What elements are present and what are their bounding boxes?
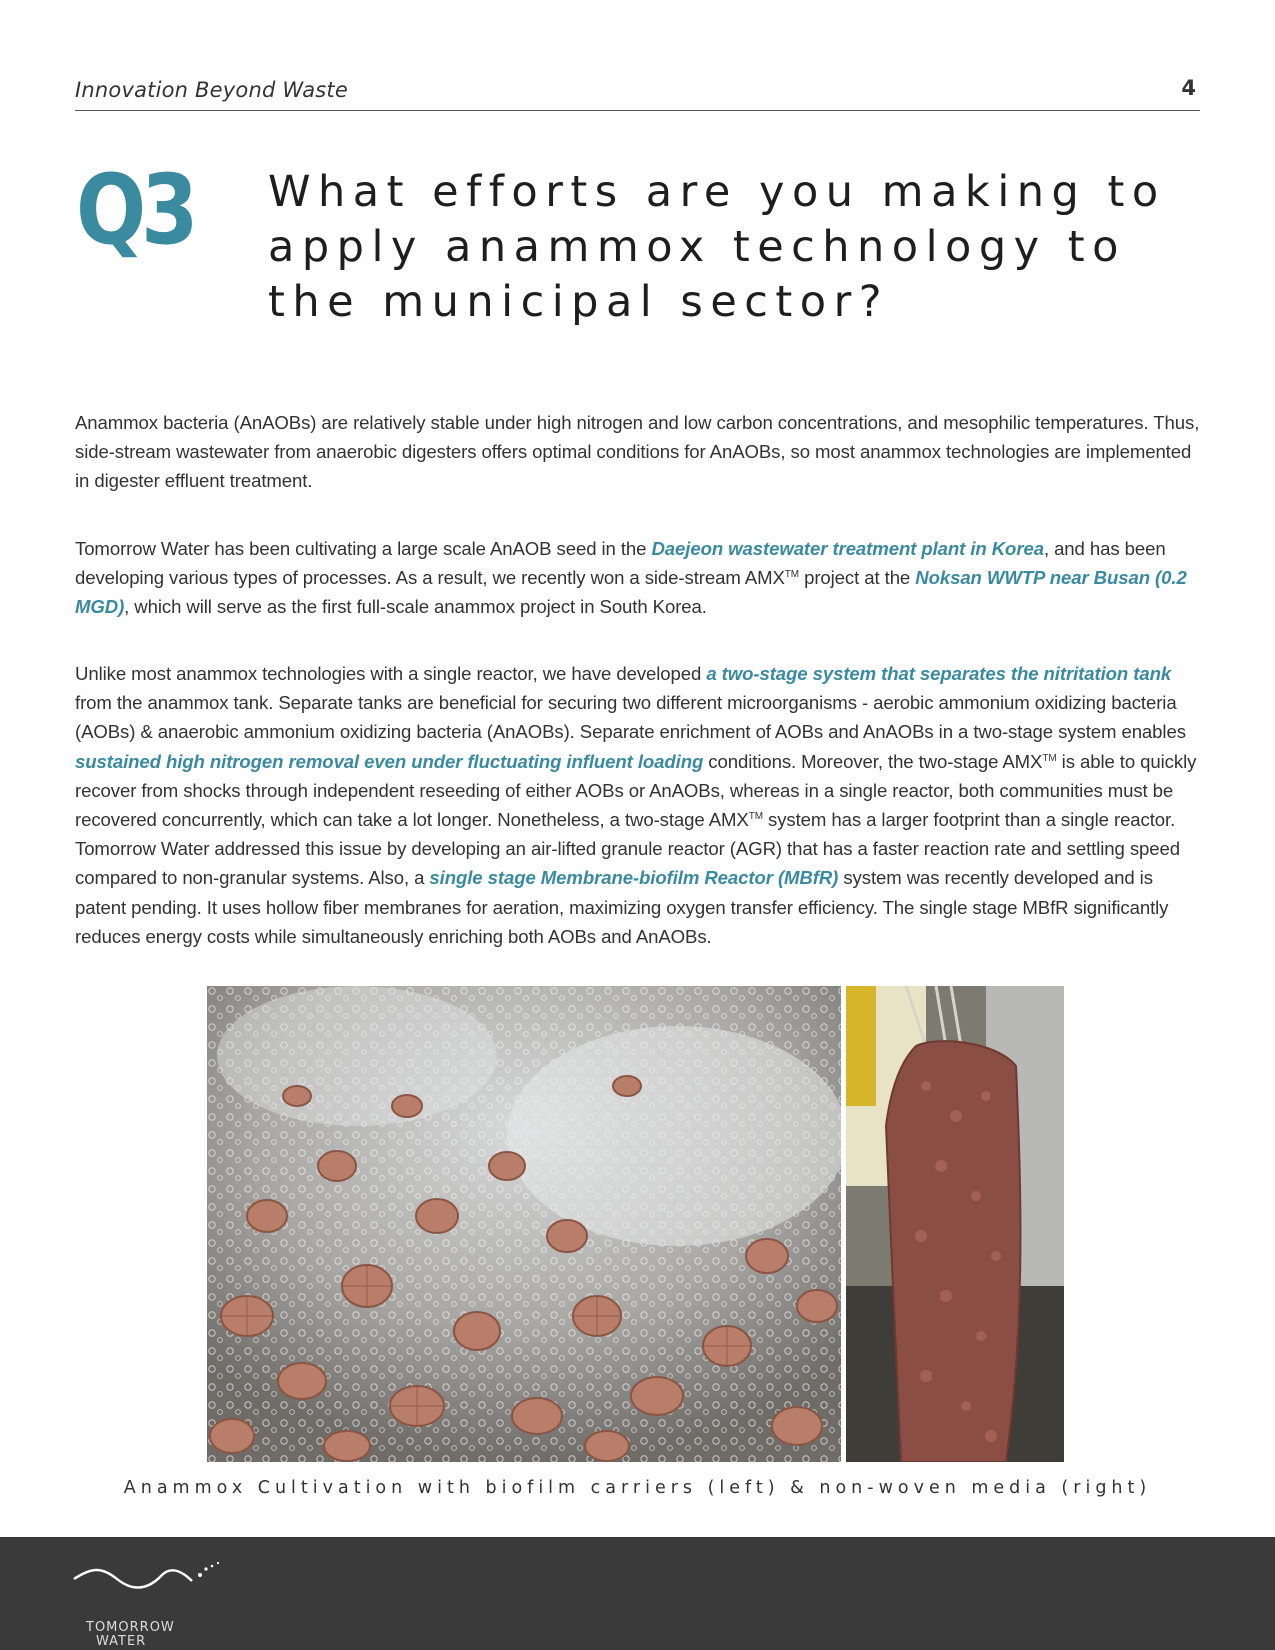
logo-line-1: TOMORROW: [86, 1620, 175, 1635]
question-label: Q3: [76, 154, 194, 266]
non-woven-media-photo: [846, 986, 1064, 1462]
text-run: system was recently developed and is patent pending. It uses hollow fiber membranes for aeration, maximizing oxygen transfer efficiency. The single stage MBfR significantly reduces energy costs while simultaneously enriching both AOBs and AnAOBs.: [75, 867, 1169, 947]
biofilm-carriers-photo: [207, 986, 841, 1462]
paragraph-2: [75, 534, 1205, 622]
logo-wordmark: [86, 1621, 206, 1649]
text-run: system has a larger footprint than a single reactor. Tomorrow Water addressed this issue by developing an air-lifted granule reactor (AGR) that has a faster reaction rate and settling speed compared to non-granular systems. Also, a: [75, 809, 1181, 889]
text-run: Unlike most anammox technologies with a single reactor, we have developed: [75, 663, 707, 684]
biofilm-carriers-illustration: [207, 986, 841, 1462]
text-run: conditions. Moreover, the two-stage AMX: [703, 750, 1043, 772]
text-run: is able to quickly recover from shocks through independent reseeding of either AOBs or AnAOBs, whereas in a single reactor, both communities must be recovered concurrently, which can take a lot longer. Nonetheless, a two-stage AMX: [75, 750, 1197, 831]
paragraph-3: [75, 659, 1205, 951]
question-heading: What efforts are you making to apply anammox technology to the municipal sector?: [268, 167, 1166, 327]
link-noksan-wwtp[interactable]: Noksan WWTP near Busan (0.2 MGD): [75, 567, 1187, 618]
link-sustained-removal[interactable]: sustained high nitrogen removal even under fluctuating influent loading: [75, 750, 704, 772]
text-run: , and has been developing various types of processes. As a result, we recently won a side-stream AMX: [75, 538, 1166, 589]
text-run: project at the: [799, 567, 916, 589]
paragraph-1: Anammox bacteria (AnAOBs) are relatively stable under high nitrogen and low carbon concentrations, and mesophilic temperatures. Thus, side-stream wastewater from anaerobic digesters offers optimal conditions for AnAOBs, so most anammox technologies are implemented in digester effluent treatment.: [75, 412, 1200, 492]
text-run: , which will serve as the first full-scale anammox project in South Korea.: [124, 596, 707, 618]
trademark-mark: TM: [784, 569, 800, 581]
page-number: 4: [1181, 76, 1196, 100]
page-footer: [0, 1537, 1275, 1650]
page-header: [75, 78, 1200, 111]
text-run: from the anammox tank. Separate tanks are beneficial for securing two different microorganisms - aerobic ammonium oxidizing bacteria (AOBs) & anaerobic ammonium oxidizing bacteria (AnAOBs). Separate enrichment of AOBs and AnAOBs in a two-stage system enables: [75, 692, 1186, 743]
trademark-mark: TM: [1042, 752, 1057, 764]
tomorrow-water-logo: [72, 1557, 222, 1649]
non-woven-media-illustration: [846, 986, 1064, 1462]
wave-logo-icon: [72, 1557, 222, 1617]
text-run: Tomorrow Water has been cultivating a large scale AnAOB seed in the: [75, 538, 652, 559]
figure-caption: Anammox Cultivation with biofilm carriers (left) & non-woven media (right): [123, 1478, 1152, 1498]
trademark-mark: TM: [748, 811, 763, 823]
link-mbfr[interactable]: single stage Membrane-biofilm Reactor (MBfR): [429, 867, 839, 889]
link-daejeon-plant[interactable]: Daejeon wastewater treatment plant in Korea: [651, 538, 1044, 559]
logo-line-2: WATER: [96, 1634, 147, 1649]
document-title: Innovation Beyond Waste: [75, 78, 348, 102]
link-two-stage-system[interactable]: a two-stage system that separates the nitritation tank: [706, 663, 1172, 684]
